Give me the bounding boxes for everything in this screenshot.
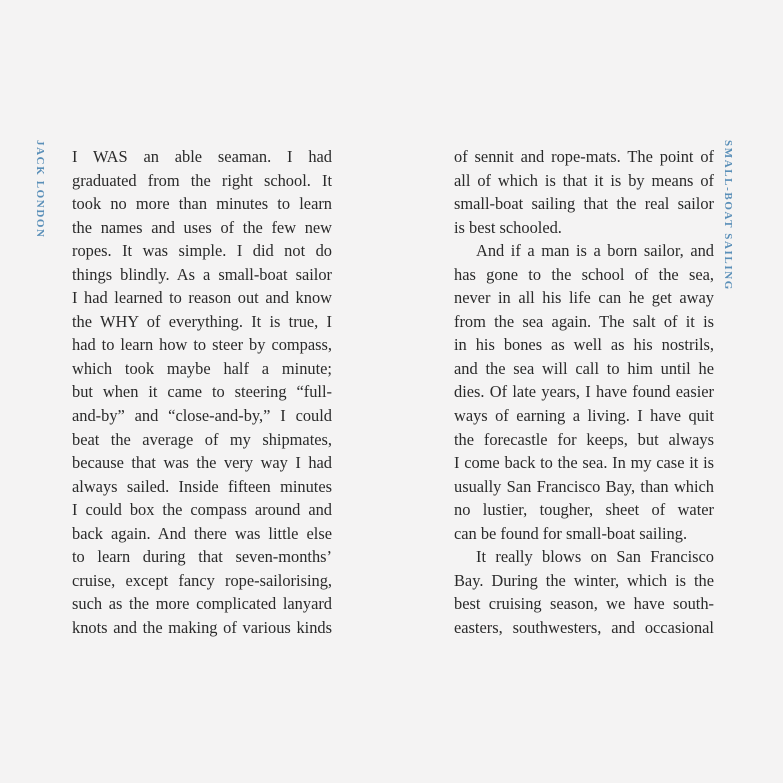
right-page — [392, 0, 783, 783]
text-line: of sennit and rope-mats. The point of — [454, 147, 714, 166]
left-page-text — [72, 145, 332, 639]
text-line: I had learned to reason out and know — [72, 288, 332, 308]
text-line: the names and uses of the few new — [72, 217, 332, 237]
text-line: all of which is that it is by means of — [454, 170, 714, 190]
text-line: ways of earning a living. I have quit — [454, 406, 714, 426]
text-line: always sailed. Inside fifteen minutes — [72, 476, 332, 496]
text-line: back again. And there was little else — [72, 523, 332, 543]
text-line: took no more than minutes to learn — [72, 194, 332, 214]
text-line: the forecastle for keeps, but always — [454, 429, 714, 449]
text-line: but when it came to steering “full- — [72, 382, 332, 402]
text-line: never in all his life can he get away — [454, 288, 714, 308]
text-line: knots and the making of various kinds — [72, 617, 332, 637]
text-line: and the sea will call to him until he — [454, 358, 714, 378]
text-line: can be found for small-boat sailing. — [454, 523, 688, 543]
text-line: beat the average of my shipmates, — [72, 429, 332, 449]
text-line: usually San Francisco Bay, than which — [454, 476, 714, 496]
text-line: and-by” and “close-and-by,” I could — [72, 406, 332, 426]
text-line: had to learn how to steer by compass, — [72, 335, 332, 355]
paragraph-start-line: And if a man is a born sailor, and — [476, 241, 714, 261]
text-line: to learn during that seven-months’ — [72, 547, 332, 567]
text-line: which took maybe half a minute; — [72, 358, 332, 378]
text-line: ropes. It was simple. I did not do — [72, 241, 332, 261]
text-line: best cruising season, we have south- — [454, 594, 714, 614]
text-line: I WAS an able seaman. I had — [72, 147, 332, 166]
paragraph-start-line: It really blows on San Francisco — [476, 547, 714, 567]
text-line: cruise, except fancy rope-sailorising, — [72, 570, 332, 590]
right-page-text — [454, 145, 714, 639]
text-line: graduated from the right school. It — [72, 170, 332, 190]
text-line: is best schooled. — [454, 217, 562, 237]
text-line: easters, southwesters, and occasional — [454, 617, 714, 637]
text-line: such as the more complicated lanyard — [72, 594, 332, 614]
text-line: dies. Of late years, I have found easier — [454, 382, 714, 402]
text-line: in his bones as well as his nostrils, — [454, 335, 714, 355]
right-running-head: SMALL-BOAT SAILING — [722, 140, 734, 291]
left-running-head: JACK LONDON — [34, 140, 46, 239]
text-line: things blindly. As a small-boat sailor — [72, 264, 332, 284]
text-line: I could box the compass around and — [72, 500, 332, 520]
left-page — [0, 0, 391, 783]
text-line: I come back to the sea. In my case it is — [454, 453, 714, 473]
text-line: has gone to the school of the sea, — [454, 264, 714, 284]
text-line: from the sea again. The salt of it is — [454, 311, 714, 331]
text-line: the WHY of everything. It is true, I — [72, 311, 332, 331]
text-line: because that was the very way I had — [72, 453, 332, 473]
text-line: small-boat sailing that the real sailor — [454, 194, 714, 214]
text-line: no lustier, tougher, sheet of water — [454, 500, 714, 520]
text-line: Bay. During the winter, which is the — [454, 570, 714, 590]
